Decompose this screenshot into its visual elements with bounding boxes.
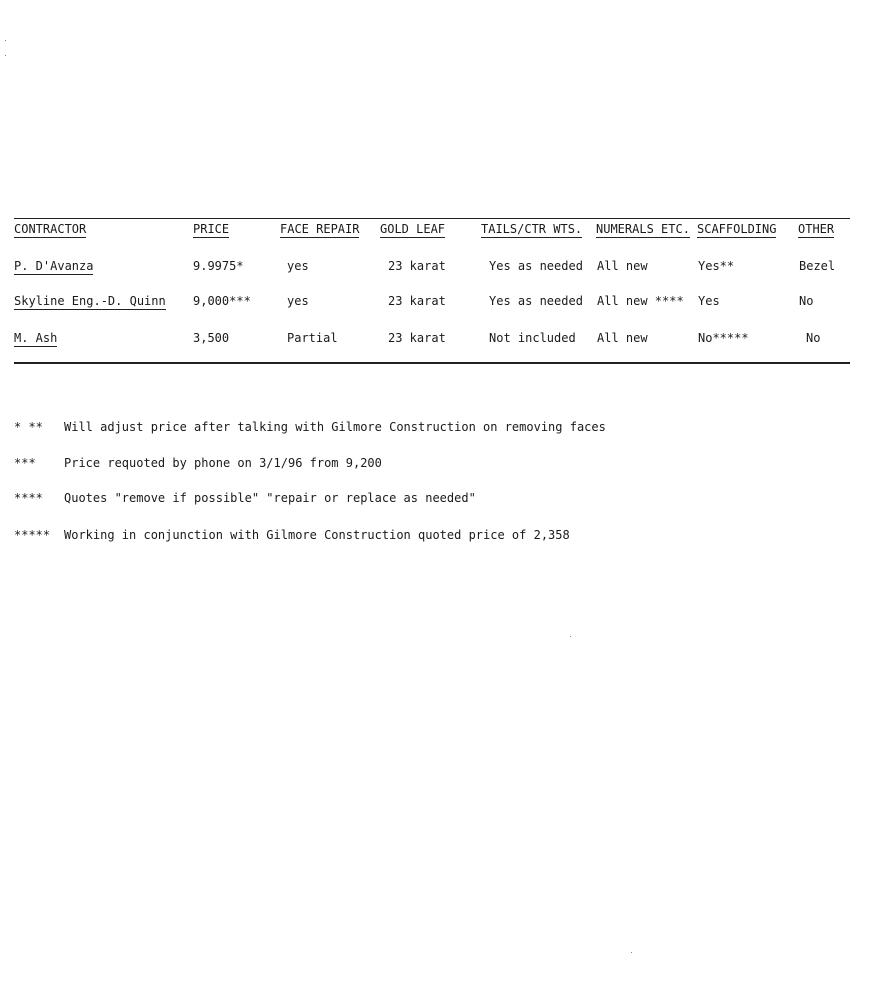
footnote — [14, 420, 606, 434]
row1-price: 9.9975* — [193, 259, 244, 273]
footnote-mark: * ** — [14, 420, 43, 434]
row2-contractor: Skyline Eng.-D. Quinn — [14, 294, 166, 308]
row1-face-repair: yes — [287, 259, 309, 273]
header-other: OTHER — [798, 222, 835, 236]
footnote — [14, 456, 382, 470]
row3-price: 3,500 — [193, 331, 230, 345]
header-gold-leaf: GOLD LEAF — [380, 222, 446, 236]
row2-price: 9,000*** — [193, 294, 251, 308]
table-top-rule — [14, 218, 850, 219]
footnote-text: Price requoted by phone on 3/1/96 from 9,200 — [64, 456, 382, 470]
footnote-mark: *** — [14, 456, 36, 470]
row3-scaffolding: No***** — [698, 331, 749, 345]
scan-speck — [5, 55, 6, 56]
scan-speck — [5, 40, 6, 41]
footnote — [14, 491, 476, 505]
footnote-text: Quotes "remove if possible" "repair or replace as needed" — [64, 491, 476, 505]
footnote-mark: ***** — [14, 528, 51, 542]
row2-other: No — [799, 294, 814, 308]
row2-face-repair: yes — [287, 294, 309, 308]
row1-other: Bezel — [799, 259, 836, 273]
row2-tails: Yes as needed — [489, 294, 583, 308]
header-contractor: CONTRACTOR — [14, 222, 87, 236]
header-tails: TAILS/CTR WTS. — [481, 222, 583, 236]
footnote-text: Working in conjunction with Gilmore Construction quoted price of 2,358 — [64, 528, 570, 542]
scan-speck — [631, 952, 632, 953]
row3-contractor: M. Ash — [14, 331, 58, 345]
row2-numerals: All new **** — [597, 294, 684, 308]
row1-numerals: All new — [597, 259, 648, 273]
row1-tails: Yes as needed — [489, 259, 583, 273]
row3-gold-leaf: 23 karat — [388, 331, 446, 345]
header-numerals: NUMERALS ETC. — [596, 222, 690, 236]
row1-contractor: P. D'Avanza — [14, 259, 94, 273]
row3-face-repair: Partial — [287, 331, 338, 345]
table-bottom-rule — [14, 362, 850, 364]
footnote — [14, 528, 570, 542]
footnote-text: Will adjust price after talking with Gilmore Construction on removing faces — [64, 420, 606, 434]
scan-speck — [570, 636, 571, 637]
row1-gold-leaf: 23 karat — [388, 259, 446, 273]
row2-scaffolding: Yes — [698, 294, 720, 308]
header-price: PRICE — [193, 222, 230, 236]
header-scaffolding: SCAFFOLDING — [697, 222, 777, 236]
row3-other: No — [806, 331, 821, 345]
row1-scaffolding: Yes** — [698, 259, 735, 273]
header-face-repair: FACE REPAIR — [280, 222, 360, 236]
row3-numerals: All new — [597, 331, 648, 345]
footnote-mark: **** — [14, 491, 43, 505]
row3-tails: Not included — [489, 331, 576, 345]
row2-gold-leaf: 23 karat — [388, 294, 446, 308]
